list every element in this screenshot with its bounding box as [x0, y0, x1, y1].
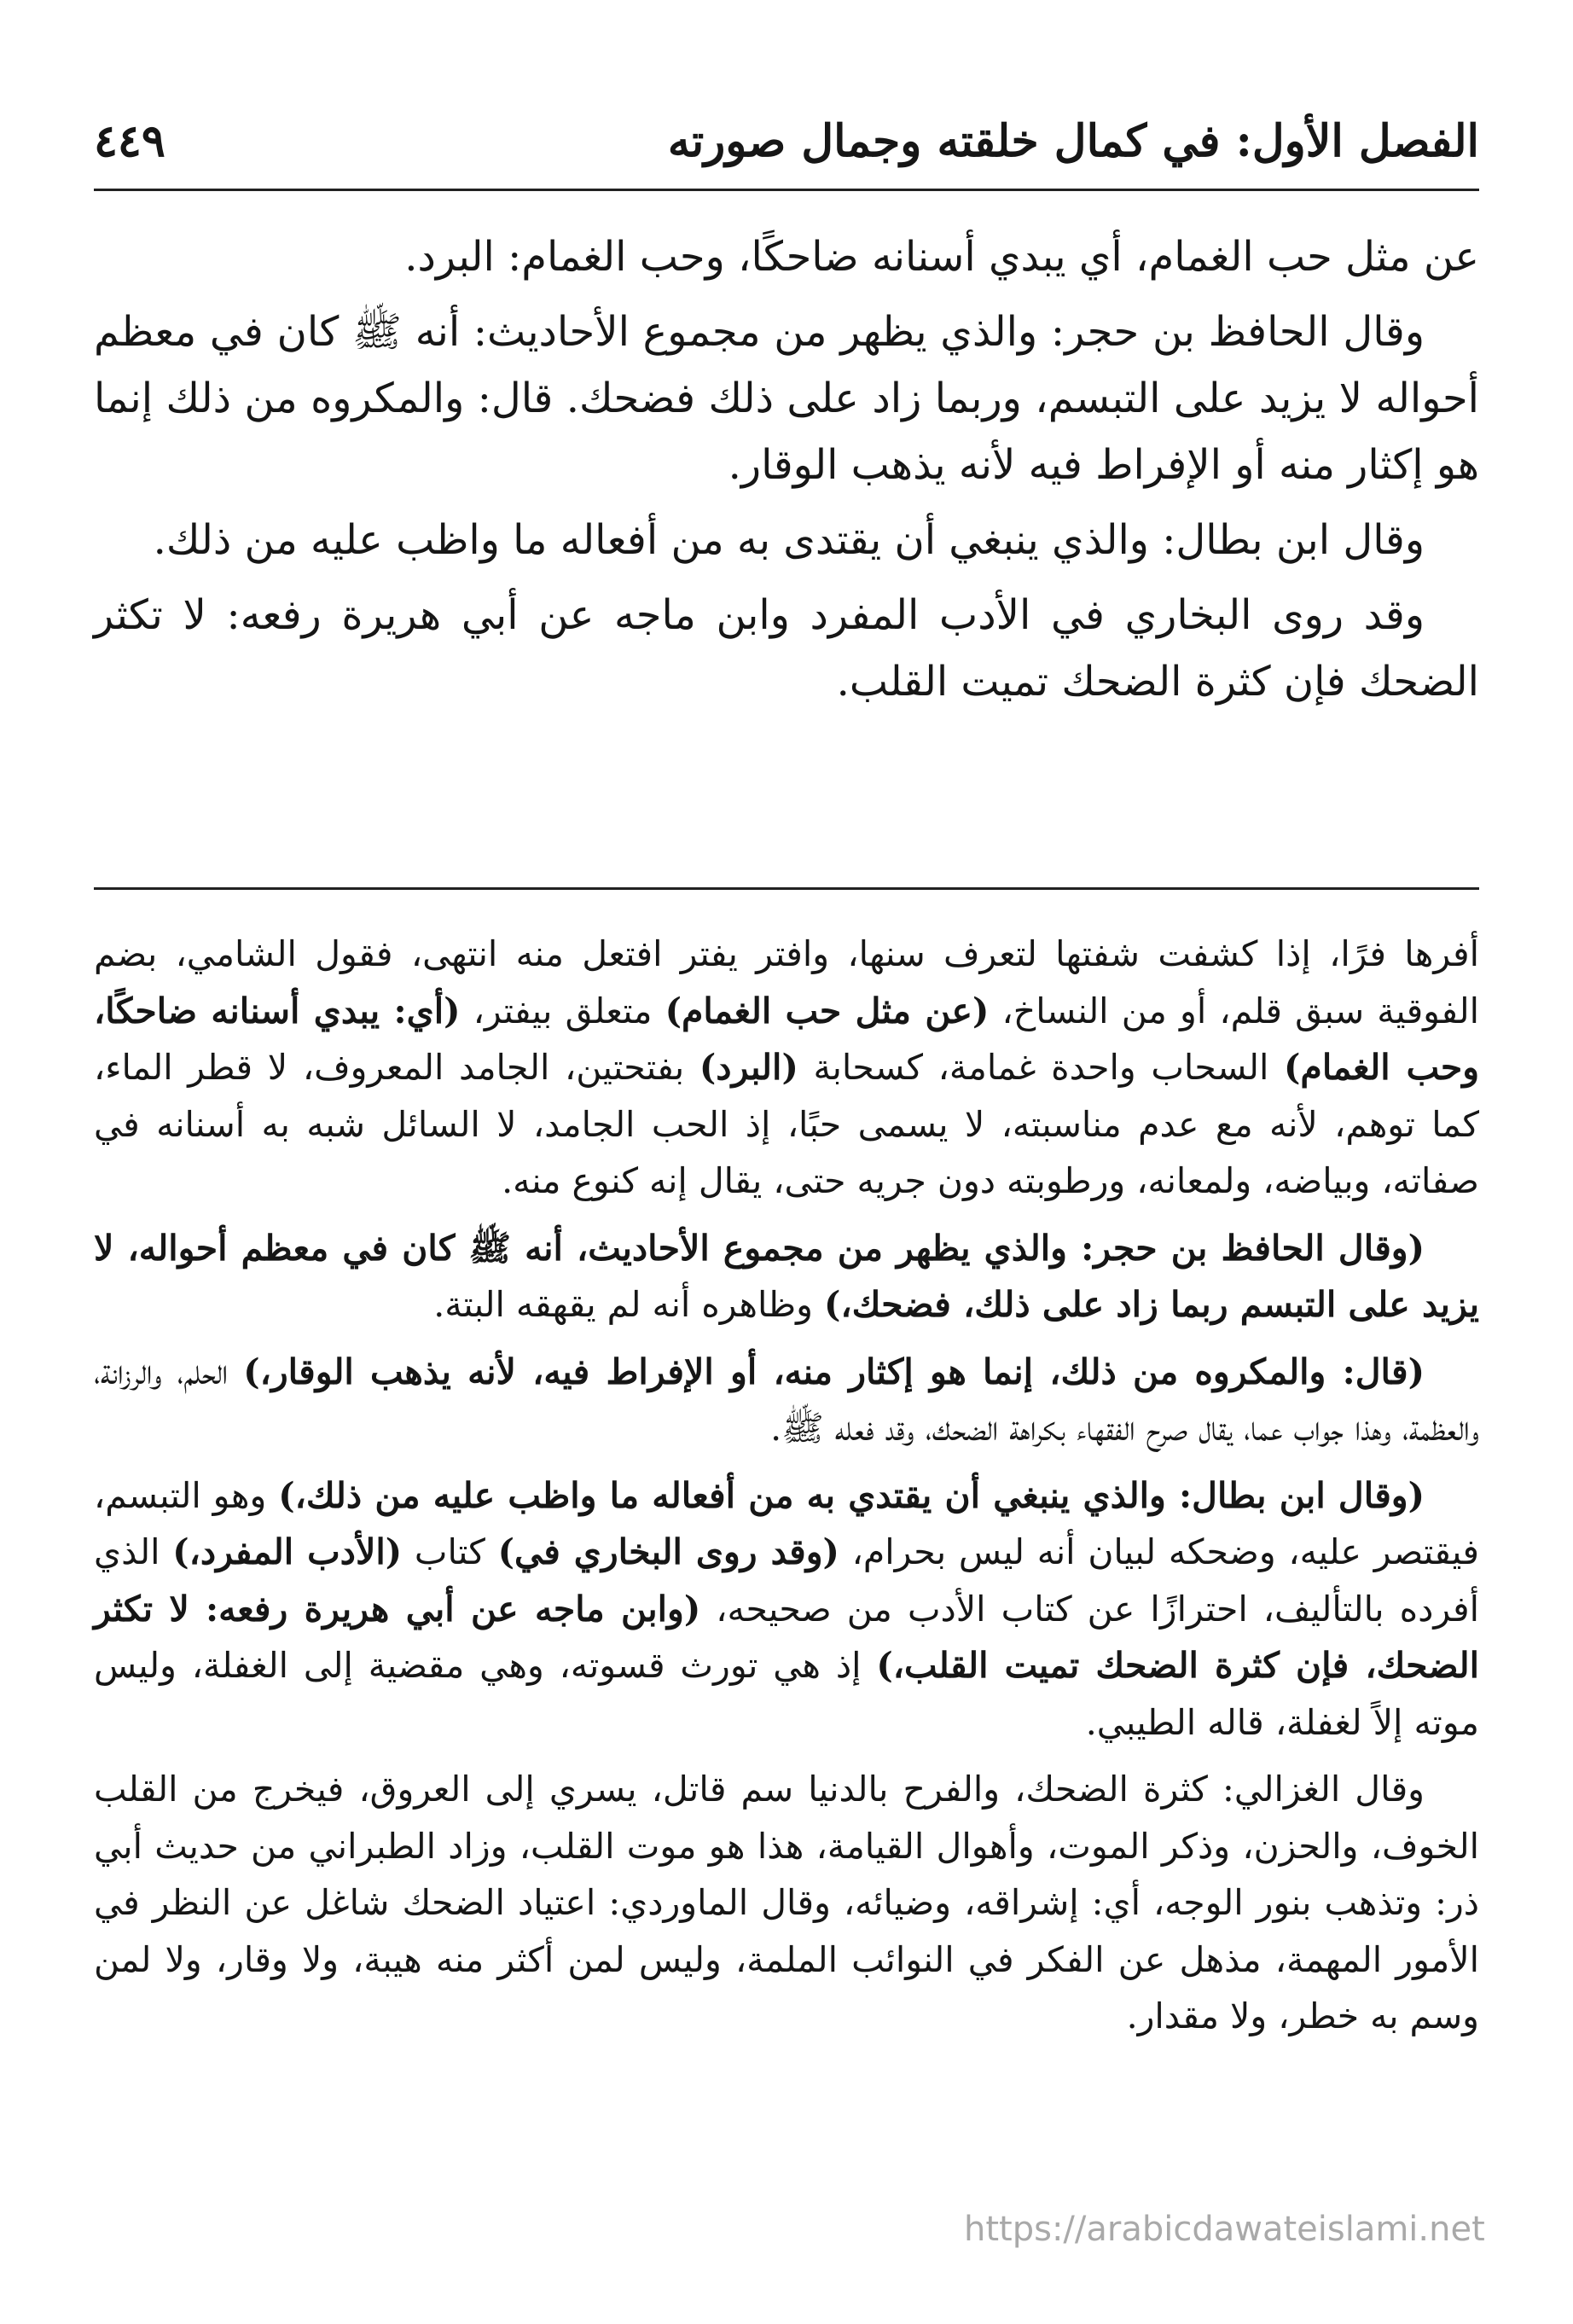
commentary-paragraph	[94, 926, 1479, 1210]
commentary-text-run: وهو التبسم، فيقتصر عليه، وضحكه لبيان أنه ليس بحرام،	[94, 1474, 1480, 1572]
commentary-paragraph	[94, 1220, 1479, 1333]
header-divider	[94, 189, 1479, 191]
commentary-text	[94, 926, 1479, 2188]
page-number: ٤٤٩	[94, 115, 165, 167]
commentary-text-run: متعلق بيفتر،	[460, 990, 665, 1031]
commentary-text-run: بفتحتين، الجامد المعروف، لا قطر الماء، كما توهم، لأنه مع عدم مناسبته، لا يسمى حبًا، إذ الحب الجامد، لا السائل شبه به أسنانه في صفاته، وبياضه، ولمعانه، ورطوبته دون جريه حتى، يقال إنه كنوع منه.	[94, 1047, 1479, 1201]
quoted-text: (وقد روى البخاري في)	[497, 1531, 839, 1572]
commentary-text-run: الحلم، والرزانة، والعظمة، وهذا جواب عما، يقال صرح الفقهاء بكراهة الضحك، وقد فعله ﷺ.	[94, 1351, 1479, 1449]
commentary-text-run: الذي أفرده بالتأليف، احترازًا عن كتاب الأدب من صحيحه،	[94, 1531, 1479, 1630]
quoted-text: (قال: والمكروه من ذلك، إنما هو إكثار منه، أو الإفراط فيه، لأنه يذهب الوقار،)	[243, 1351, 1425, 1392]
quoted-text: (البرد)	[699, 1047, 798, 1088]
quoted-text: (أي: يبدي أسنانه ضاحكًا، وحب الغمام)	[94, 990, 1479, 1088]
main-paragraph: وقال الحافظ بن حجر: والذي يظهر من مجموع الأحاديث: أنه ﷺ كان في معظم أحواله لا يزيد على التبسم، وربما زاد على ذلك فضحك. قال: والمكروه من ذلك إنما هو إكثار منه أو الإفراط فيه لأنه يذهب الوقار.	[94, 308, 1479, 489]
commentary-text-run: كتاب	[402, 1531, 498, 1572]
page-header	[94, 115, 1479, 183]
commentary-text-run: أفرها فرًا، إذا كشفت شفتها لتعرف سنها، وافتر يفتر افتعل منه انتهى، فقول الشامي، بضم الفوقية سبق قلم، أو من النساخ،	[94, 933, 1479, 1031]
commentary-paragraph: وقال الغزالي: كثرة الضحك، والفرح بالدنيا سم قاتل، يسري إلى العروق، فيخرج من القلب الخوف، والحزن، وذكر الموت، وأهوال القيامة، هذا هو موت القلب، وزاد الطبراني من حديث أبي ذر: وتذهب بنور الوجه، أي: إشراقه، وضيائه، وقال الماوردي: اعتياد الضحك شاغل عن النظر في الأمور المهمة، مذهل عن الفكر في النوائب الملمة، وليس لمن أكثر منه هيبة، ولا وقار، ولا لمن وسم به خطر، ولا مقدار.	[94, 1769, 1479, 2036]
chapter-title: الفصل الأول: في كمال خلقته وجمال صورته	[667, 115, 1479, 167]
main-paragraph: وقال ابن بطال: والذي ينبغي أن يقتدى به من أفعاله ما واظب عليه من ذلك.	[153, 516, 1425, 564]
quoted-text: (الأدب المفرد،)	[172, 1531, 403, 1572]
watermark-url: https://arabicdawateislami.net	[964, 2210, 1485, 2249]
main-paragraph: عن مثل حب الغمام، أي يبدي أسنانه ضاحكًا، وحب الغمام: البرد.	[404, 233, 1479, 281]
commentary-text-run: السحاب واحدة غمامة، كسحابة	[798, 1047, 1285, 1088]
main-text	[94, 224, 1479, 872]
commentary-text-run: وظاهره أنه لم يقهقه البتة.	[433, 1284, 824, 1325]
commentary-paragraph	[94, 1344, 1479, 1457]
commentary-divider	[94, 887, 1479, 890]
commentary-text-run: إذ هي تورث قسوته، وهي مقضية إلى الغفلة، وليس موته إلاً لغفلة، قاله الطيبي.	[94, 1645, 1479, 1743]
commentary-paragraph	[94, 1467, 1479, 1752]
quoted-text: (وقال الحافظ بن حجر: والذي يظهر من مجموع الأحاديث، أنه ﷺ كان في معظم أحواله، لا يزيد على التبسم ربما زاد على ذلك، فضحك،)	[94, 1227, 1479, 1325]
quoted-text: (وقال ابن بطال: والذي ينبغي أن يقتدي به من أفعاله ما واظب عليه من ذلك،)	[278, 1474, 1425, 1516]
quoted-text: (عن مثل حب الغمام)	[665, 990, 990, 1031]
main-paragraph: وقد روى البخاري في الأدب المفرد وابن ماجه عن أبي هريرة رفعه: لا تكثر الضحك فإن كثرة الضحك تميت القلب.	[94, 591, 1479, 706]
quoted-text: (وابن ماجه عن أبي هريرة رفعه: لا تكثر الضحك، فإن كثرة الضحك تميت القلب،)	[94, 1588, 1480, 1686]
